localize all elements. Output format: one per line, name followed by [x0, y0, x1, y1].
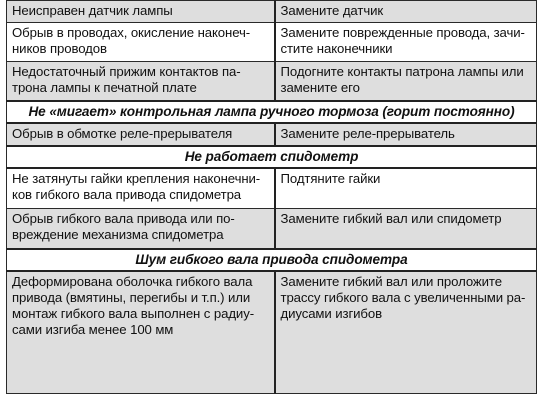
fault-cell: Обрыв гибкого вала привода или по- вреждение механизма спидометра — [7, 209, 275, 250]
fault-cell: Неисправен датчик лампы — [7, 1, 275, 23]
fault-cell: Не затянуты гайки крепления наконечни- ков гибкого вала привода спидометра — [7, 168, 275, 209]
section-header-row — [7, 146, 537, 168]
remedy-cell: Подтяните гайки — [275, 168, 537, 209]
fault-cell: Обрыв в обмотке реле-прерывателя — [7, 123, 275, 146]
section-title: Не работает спидометр — [7, 146, 537, 168]
fault-cell: Деформирована оболочка гибкого вала привода (вмятины, перегибы и т.п.) или монтаж гибкого вала выполнен с радиу- сами изгиба менее 100 мм — [7, 271, 275, 394]
section-title: Шум гибкого вала привода спидометра — [7, 249, 537, 271]
troubleshooting-table-container — [6, 0, 536, 394]
table-row — [7, 62, 537, 102]
remedy-cell: Подогните контакты патрона лампы или замените его — [275, 62, 537, 102]
remedy-cell: Замените реле-прерыватель — [275, 123, 537, 146]
troubleshooting-table — [6, 0, 537, 394]
remedy-cell: Замените поврежденные провода, зачи- стите наконечники — [275, 23, 537, 62]
section-header-row — [7, 101, 537, 123]
table-row — [7, 168, 537, 209]
table-row — [7, 209, 537, 250]
section-header-row — [7, 249, 537, 271]
table-row — [7, 123, 537, 146]
table-row — [7, 271, 537, 394]
remedy-cell: Замените гибкий вал или проложите трассу гибкого вала с увеличенными ра- диусами изгибов — [275, 271, 537, 394]
remedy-cell: Замените датчик — [275, 1, 537, 23]
table-row — [7, 1, 537, 23]
table-row — [7, 23, 537, 62]
remedy-cell: Замените гибкий вал или спидометр — [275, 209, 537, 250]
fault-cell: Недостаточный прижим контактов па- трона лампы к печатной плате — [7, 62, 275, 102]
fault-cell: Обрыв в проводах, окисление наконеч- ников проводов — [7, 23, 275, 62]
section-title: Не «мигает» контрольная лампа ручного тормоза (горит постоянно) — [7, 101, 537, 123]
